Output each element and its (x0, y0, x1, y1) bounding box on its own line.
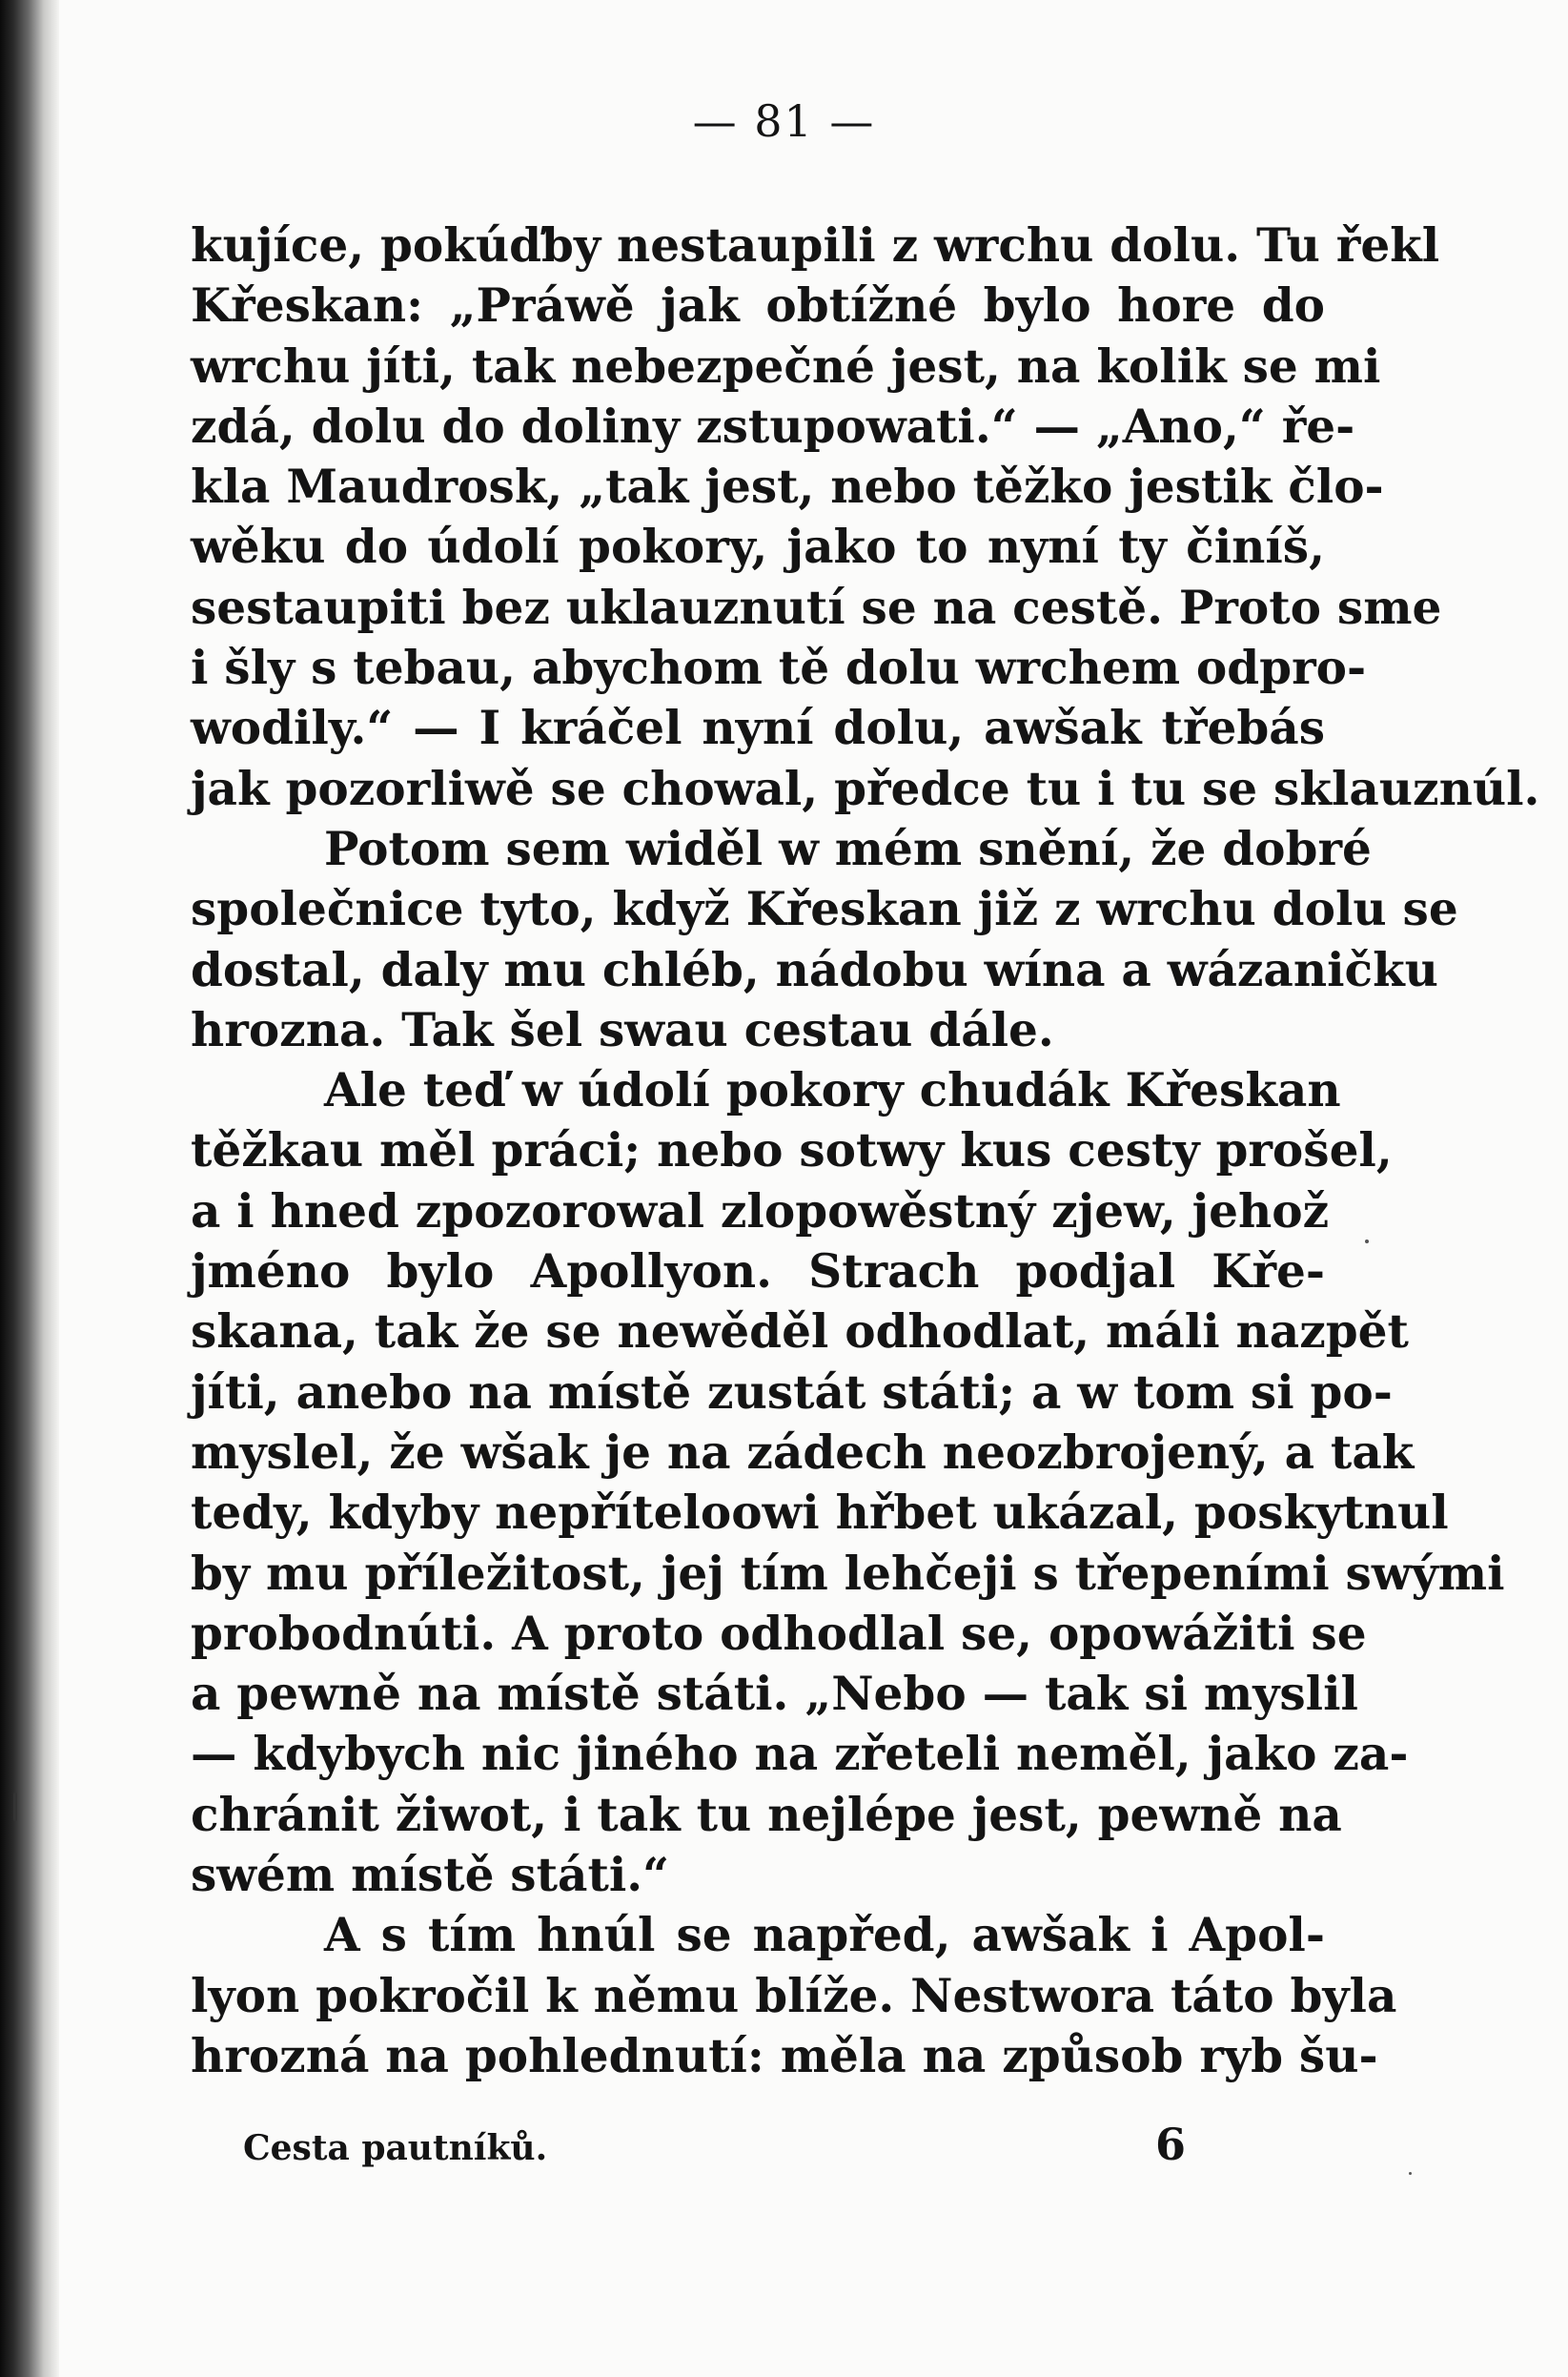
text-line: chránit žiwot, i tak tu nejlépe jest, pewně na (191, 1787, 1342, 1842)
text-line: wrchu jíti, tak nebezpečné jest, na kolik se mi (191, 338, 1381, 394)
paper-speck (1409, 2172, 1412, 2175)
body-text (191, 215, 1540, 2086)
text-line: kla Maudrosk, „tak jest, nebo těžko jestik člo- (191, 460, 1384, 515)
text-line: Potom sem widěl w mém snění, že dobré (324, 821, 1372, 876)
paper-speck (13, 1793, 17, 1821)
text-line: i šly s tebau, abychom tě dolu wrchem odpro- (191, 641, 1367, 696)
text-line: lyon pokročil k němu blíže. Nestwora táto byla (191, 1968, 1397, 2023)
text-line: těžkau měl práci; nebo sotwy kus cesty prošel, (191, 1123, 1393, 1178)
text-line: společnice tyto, když Křeskan již z wrchu dolu se (191, 882, 1458, 937)
text-line: probodnúti. A proto odhodlal se, opowážiti se (191, 1606, 1367, 1661)
text-line: by mu příležitost, jej tím lehčeji s třepeními swými (191, 1546, 1505, 1601)
sheet-number: 6 (1155, 2119, 1187, 2170)
text-line: wěku do údolí pokory, jako to nyní ty činíš, (191, 520, 1325, 575)
text-line: sestaupiti bez uklauznutí se na cestě. Proto sme (191, 580, 1442, 635)
text-line: myslel, že wšak je na zádech neozbrojený, a tak (191, 1424, 1415, 1480)
signature-mark: Cesta pautníků. (243, 2128, 548, 2168)
text-line: skana, tak že se newěděl odhodlat, máli nazpět (191, 1304, 1409, 1360)
text-line: a pewně na místě státi. „Nebo — tak si myslil (191, 1667, 1358, 1722)
page-number: — 81 — (692, 95, 876, 147)
text-line: — kdybych nic jiného na zřeteli neměl, jako za- (191, 1727, 1409, 1782)
text-line: A s tím hnúl se napřed, awšak i Apol- (324, 1908, 1325, 1963)
page-binding-shadow (0, 0, 59, 2377)
paper-speck (1365, 1240, 1369, 1243)
text-line: wodily.“ — I kráčel nyní dolu, awšak třebás (191, 701, 1325, 756)
text-line: jméno bylo Apollyon. Strach podjal Kře- (191, 1244, 1325, 1300)
text-line: tedy, kdyby nepříteloowi hřbet ukázal, poskytnul (191, 1486, 1449, 1541)
text-line: jak pozorliwě se chowal, předce tu i tu se sklauznúl. (191, 761, 1540, 816)
text-line: hrozná na pohlednutí: měla na způsob ryb šu- (191, 2028, 1378, 2083)
text-line: hrozna. Tak šel swau cestau dále. (191, 1002, 1054, 1057)
text-line: Křeskan: „Práwě jak obtížné bylo hore do (191, 278, 1325, 334)
text-line: dostal, daly mu chléb, nádobu wína a wázaničku (191, 942, 1438, 997)
text-line: kujíce, pokúďby nestaupili z wrchu dolu. Tu řekl (191, 218, 1440, 273)
text-line: swém místě státi.“ (191, 1848, 670, 1903)
text-line: jíti, anebo na místě zustát státi; a w tom si po- (191, 1364, 1393, 1420)
text-line: a i hned zpozorowal zlopowěstný zjew, jehož (191, 1183, 1330, 1239)
text-line: Ale teď w údolí pokory chudák Křeskan (324, 1063, 1341, 1118)
text-line: zdá, dolu do doliny zstupowati.“ — „Ano,“ ře- (191, 399, 1355, 454)
